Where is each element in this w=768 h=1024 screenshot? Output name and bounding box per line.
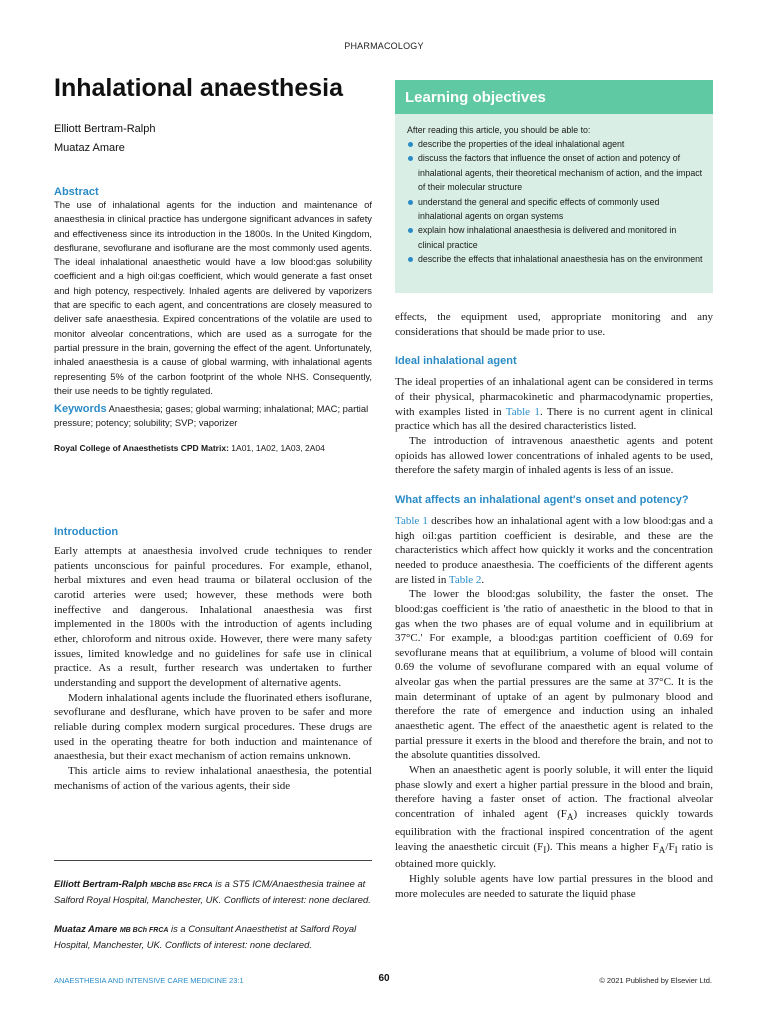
author-name: Muataz Amare bbox=[54, 142, 125, 154]
introduction-section bbox=[54, 526, 372, 793]
table-1-link[interactable]: Table 1 bbox=[505, 405, 540, 418]
author-footnote bbox=[54, 922, 372, 951]
introduction-paragraph: Early attempts at anaesthesia involved crude techniques to render patients unconscious for painful procedures. For example, ethanol, herbal mixtures and even head trauma or bilateral occlusion of the carotid arteries were used; however, these methods were both ineffective and dangerous. Inhalational anaesthesia was first implemented in the 1800s with the introduction of agents including ether, chloroform and nitrous oxide. However, there were many safety issues, limited knowledge and no guidelines for safe use in clinical practice. As a result, further research was undertaken to further understanding and support the development of alternative agents. bbox=[54, 545, 372, 689]
subscript: I bbox=[674, 844, 678, 855]
learning-objective-item: describe the effects that inhalational anaesthesia has on the environment bbox=[407, 252, 705, 266]
subscript: A bbox=[566, 812, 574, 823]
footnote-credentials: MB BCh FRCA bbox=[119, 927, 169, 934]
keywords-text: Anaesthesia; gases; global warming; inhalational; MAC; partial pressure; potency; solubility; SVP; vaporizer bbox=[54, 403, 369, 429]
onset-potency-text: ). This means a higher F bbox=[546, 840, 659, 853]
table-2-link[interactable]: Table 2 bbox=[448, 573, 482, 586]
learning-objective-item: discuss the factors that influence the onset of action and potency of inhalational agents, their theoretical mechanism of action, and the impact of their molecular structure bbox=[407, 151, 705, 194]
footnote-text: is a ST5 ICM/Anaesthesia trainee at Salford Royal Hospital, Manchester, UK. Conflicts of interest: none declared. bbox=[54, 878, 371, 905]
continuation-paragraph: effects, the equipment used, appropriate monitoring and any considerations that should be made prior to use. bbox=[395, 311, 713, 338]
onset-potency-text: ratio is obtained more quickly. bbox=[395, 840, 713, 871]
onset-potency-paragraph bbox=[395, 763, 713, 872]
footnote-text: is a Consultant Anaesthetist at Salford Royal Hospital, Manchester, UK. Conflicts of interest: none declared. bbox=[54, 923, 357, 950]
author-footnote bbox=[54, 877, 372, 906]
introduction-heading: Introduction bbox=[54, 526, 119, 538]
subscript: A bbox=[658, 844, 666, 855]
article-title: Inhalational anaesthesia bbox=[54, 74, 343, 102]
onset-potency-heading: What affects an inhalational agent's onset and potency? bbox=[395, 493, 689, 506]
onset-potency-paragraph: The lower the blood:gas solubility, the faster the onset. The blood:gas coefficient is 'the ratio of anaesthetic in the blood to that in gas when the two phases are of equal volume and in equilibrium at 37°C.' For example, a blood:gas partition coefficient of 0.69 for sevoflurane means that at equilibrium, a volume of blood will contain 0.69 the volume of sevoflurane compared with an equal volume of alveolar gas when the partial pressures are the same at 37°C. It is the main determinant of uptake of an agent by pulmonary blood and therefore the rate of emergence and induction using an inhaled anaesthetic agent. The effect of the anaesthetic agent is related to the partial pressure it exerts in the blood and therefore the brain, and not to the absolute quantities dissolved. bbox=[395, 588, 713, 762]
cpd-label: Royal College of Anaesthetists CPD Matrix: bbox=[54, 442, 229, 453]
onset-potency-paragraph: Highly soluble agents have low partial pressures in the blood and more molecules are needed to saturate the liquid phase bbox=[395, 873, 713, 900]
onset-potency-text: /F bbox=[665, 840, 675, 853]
subscript: I bbox=[543, 844, 547, 855]
table-1-link[interactable]: Table 1 bbox=[395, 514, 428, 527]
journal-footer: ANAESTHESIA AND INTENSIVE CARE MEDICINE 23:1 bbox=[54, 976, 244, 985]
ideal-agent-paragraph: The introduction of intravenous anaesthetic agents and potent opioids has allowed lower concentrations of inhaled agents to be used, therefore the safety margin of inhaled agents is less of an issue. bbox=[395, 434, 713, 477]
footnote-author-name: Elliott Bertram-Ralph bbox=[54, 878, 148, 889]
footnote-credentials: MBChB BSc FRCA bbox=[150, 882, 213, 889]
learning-objectives-box bbox=[395, 80, 713, 293]
cpd-matrix bbox=[54, 443, 372, 453]
copyright-notice: © 2021 Published by Elsevier Ltd. bbox=[599, 976, 712, 985]
ideal-agent-heading: Ideal inhalational agent bbox=[395, 355, 517, 368]
onset-potency-paragraph bbox=[395, 514, 713, 587]
author-name: Elliott Bertram-Ralph bbox=[54, 123, 156, 135]
footnote-author-name: Muataz Amare bbox=[54, 923, 118, 934]
introduction-paragraph: Modern inhalational agents include the fluorinated ethers isoflurane, sevoflurane and desflurane, which have proven to be safer and more reliable during complex modern surgical procedures. These drugs are used in the operating theatre for both induction and maintenance of anaesthesia, but their exact mechanism of action remains unknown. bbox=[54, 691, 372, 763]
onset-potency-text: describes how an inhalational agent with a low blood:gas and a high oil:gas partition coefficient is desirable, and these are the characteristics which affect how quickly it works and the concentration needed to produce anaesthesia. The coefficients of the different agents are listed in bbox=[395, 514, 713, 586]
page-number: 60 bbox=[378, 973, 390, 984]
right-column-body bbox=[395, 310, 713, 901]
learning-objectives-intro: After reading this article, you should be able to: bbox=[407, 125, 591, 135]
learning-objective-item: explain how inhalational anaesthesia is delivered and monitored in clinical practice bbox=[407, 223, 705, 252]
learning-objectives-list bbox=[395, 137, 713, 267]
onset-potency-text: ) increases quickly towards equilibration with the fractional inspired concentration of the agent leaving the anaesthetic circuit (F bbox=[395, 808, 713, 853]
ideal-agent-paragraph bbox=[395, 375, 713, 434]
abstract-text: The use of inhalational agents for the induction and maintenance of anaesthesia in clinical practice has undergone significant advances in safety and effectiveness since its introduction in the 1800s. In the United Kingdom, desflurane, sevoflurane and isoflurane are the most commonly used agents. The ideal inhalational anaesthetic would have a low blood:gas solubility coefficient and a high oil:gas coefficient, which would generate a fast onset and high potency, respectively. Inhaled agents are delivered by vaporizers that are specific to each agent, and concentrations are closely measured to deliver safe anaesthesia. Expired concentrations of the volatile are used to monitor alveolar concentrations, which are used as a surrogate for the partial pressure in the brain, governing the effect of the agent. Unfortunately, inhaled anaesthesia is a cause of global warming, with inhalational agents representing 5% of the carbon footprint of the whole NHS. Consequently, their use needs to be tightly regulated. bbox=[54, 199, 372, 396]
learning-objectives-title: Learning objectives bbox=[395, 80, 713, 114]
abstract-heading: Abstract bbox=[54, 186, 99, 198]
footnote-divider bbox=[54, 860, 372, 861]
onset-potency-text: When an anaesthetic agent is poorly soluble, it will enter the liquid phase slowly and exert a higher partial pressure in the blood and brain, therefore having a faster onset of action. The fractional alveolar concentration of inhaled agent (F bbox=[395, 764, 713, 821]
cpd-codes: 1A01, 1A02, 1A03, 2A04 bbox=[231, 442, 325, 453]
onset-potency-text: . bbox=[481, 573, 485, 586]
keywords bbox=[54, 402, 372, 431]
learning-objective-item: describe the properties of the ideal inhalational agent bbox=[407, 137, 705, 151]
abstract-section bbox=[54, 186, 372, 461]
ideal-agent-text: . There is no current agent in clinical practice which has all the desired characteristics listed. bbox=[395, 405, 713, 433]
ideal-agent-text: The ideal properties of an inhalational agent can be considered in terms of their physical, pharmacokinetic and pharmacodynamic properties, with examples listed in bbox=[395, 376, 713, 418]
introduction-paragraph: This article aims to review inhalational anaesthesia, the potential mechanisms of action of the various agents, their side bbox=[54, 764, 372, 792]
keywords-label: Keywords bbox=[54, 403, 107, 416]
learning-objective-item: understand the general and specific effects of commonly used inhalational agents on organ systems bbox=[407, 195, 705, 224]
journal-section-label: PHARMACOLOGY bbox=[344, 41, 424, 51]
